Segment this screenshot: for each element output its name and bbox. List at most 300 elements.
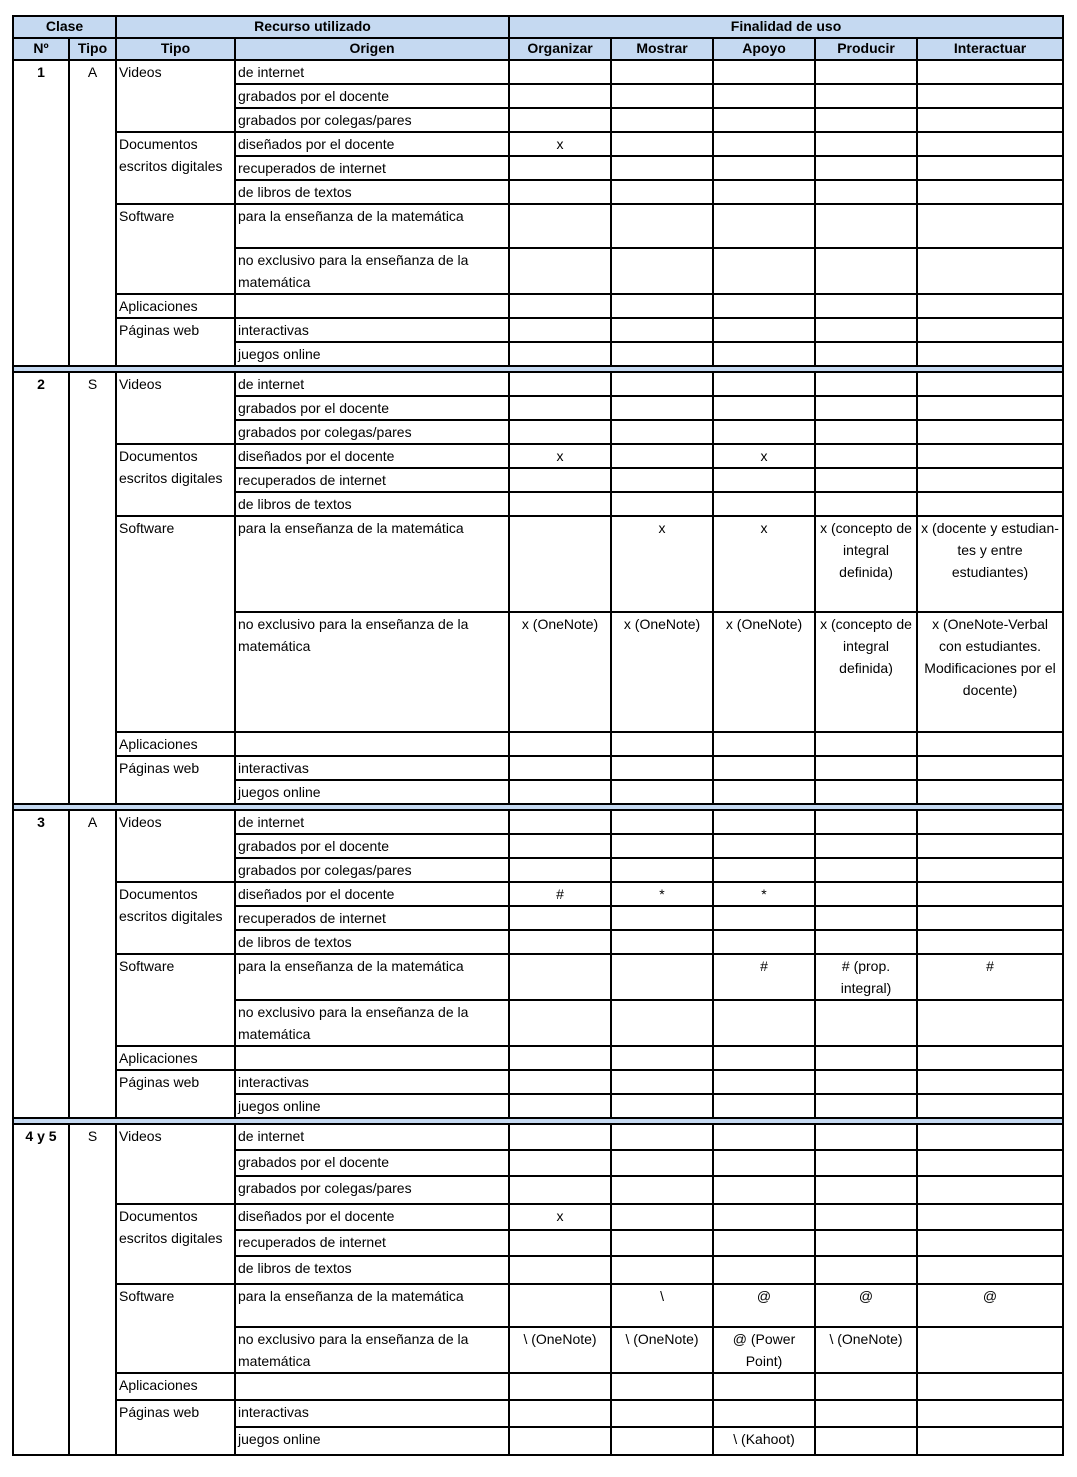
- mark-apoyo: [713, 1124, 815, 1150]
- mark-organizar: [509, 1046, 611, 1070]
- mark-apoyo: x: [713, 516, 815, 612]
- mark-apoyo: [713, 1230, 815, 1256]
- mark-mostrar: [611, 468, 713, 492]
- mark-interactuar: [917, 156, 1063, 180]
- mark-organizar: [509, 492, 611, 516]
- mark-organizar: [509, 858, 611, 882]
- mark-producir: [815, 732, 917, 756]
- mark-producir: [815, 342, 917, 366]
- mark-mostrar: [611, 342, 713, 366]
- mark-interactuar: [917, 1204, 1063, 1230]
- resource-origin: interactivas: [235, 318, 509, 342]
- table-row: [13, 756, 1063, 780]
- mark-producir: # (prop. integral): [815, 954, 917, 1000]
- resource-origin: de internet: [235, 810, 509, 834]
- col-apoyo: Apoyo: [713, 38, 815, 60]
- mark-interactuar: [917, 108, 1063, 132]
- mark-interactuar: [917, 1400, 1063, 1427]
- class-number: 4 y 5: [13, 1124, 69, 1455]
- mark-interactuar: [917, 342, 1063, 366]
- mark-interactuar: [917, 372, 1063, 396]
- mark-mostrar: [611, 1176, 713, 1204]
- table-row: [13, 204, 1063, 248]
- col-producir: Producir: [815, 38, 917, 60]
- resource-type: Aplicaciones: [116, 294, 235, 318]
- mark-producir: [815, 108, 917, 132]
- mark-producir: [815, 1373, 917, 1400]
- col-tipo-clase: Tipo: [69, 38, 116, 60]
- mark-mostrar: [611, 810, 713, 834]
- mark-mostrar: [611, 1070, 713, 1094]
- resource-origin: de libros de textos: [235, 930, 509, 954]
- mark-organizar: [509, 1373, 611, 1400]
- mark-producir: [815, 156, 917, 180]
- mark-producir: [815, 1150, 917, 1176]
- mark-mostrar: [611, 930, 713, 954]
- mark-interactuar: [917, 906, 1063, 930]
- mark-organizar: [509, 1124, 611, 1150]
- table-row: [13, 1124, 1063, 1150]
- mark-producir: [815, 84, 917, 108]
- mark-apoyo: [713, 1046, 815, 1070]
- mark-organizar: [509, 1150, 611, 1176]
- resource-origin: diseñados por el docente: [235, 882, 509, 906]
- mark-producir: [815, 810, 917, 834]
- mark-producir: [815, 882, 917, 906]
- mark-producir: [815, 1427, 917, 1455]
- mark-apoyo: [713, 1256, 815, 1284]
- mark-interactuar: [917, 1256, 1063, 1284]
- resource-origin: de internet: [235, 1124, 509, 1150]
- mark-mostrar: [611, 1230, 713, 1256]
- resource-type: Videos: [116, 372, 235, 444]
- header-clase: Clase: [13, 16, 116, 38]
- mark-apoyo: @: [713, 1284, 815, 1327]
- mark-apoyo: x: [713, 444, 815, 468]
- mark-mostrar: [611, 780, 713, 804]
- mark-apoyo: [713, 1400, 815, 1427]
- resource-type: Documentos escritos digitales: [116, 132, 235, 204]
- mark-interactuar: [917, 248, 1063, 294]
- mark-interactuar: [917, 84, 1063, 108]
- resource-origin: no exclusivo para la enseñanza de la matemática: [235, 1000, 509, 1046]
- mark-organizar: x (OneNote): [509, 612, 611, 732]
- resource-type: Videos: [116, 1124, 235, 1204]
- mark-organizar: [509, 318, 611, 342]
- mark-producir: [815, 1230, 917, 1256]
- mark-apoyo: [713, 108, 815, 132]
- mark-mostrar: [611, 318, 713, 342]
- mark-interactuar: [917, 1124, 1063, 1150]
- col-tipo-recurso: Tipo: [116, 38, 235, 60]
- mark-producir: [815, 1176, 917, 1204]
- resource-type: Videos: [116, 60, 235, 132]
- mark-producir: \ (OneNote): [815, 1327, 917, 1373]
- mark-organizar: \ (OneNote): [509, 1327, 611, 1373]
- class-number: 3: [13, 810, 69, 1118]
- mark-interactuar: [917, 930, 1063, 954]
- mark-organizar: #: [509, 882, 611, 906]
- mark-producir: [815, 294, 917, 318]
- mark-interactuar: [917, 1070, 1063, 1094]
- resources-table-container: [12, 15, 1062, 1456]
- resource-origin: [235, 1046, 509, 1070]
- mark-apoyo: #: [713, 954, 815, 1000]
- resource-type: Software: [116, 516, 235, 732]
- resource-origin: para la enseñanza de la matemática: [235, 954, 509, 1000]
- resource-type: Páginas web: [116, 1070, 235, 1118]
- mark-interactuar: [917, 180, 1063, 204]
- mark-interactuar: [917, 1150, 1063, 1176]
- mark-producir: @: [815, 1284, 917, 1327]
- table-row: [13, 516, 1063, 612]
- mark-apoyo: [713, 180, 815, 204]
- resource-origin: grabados por el docente: [235, 834, 509, 858]
- mark-apoyo: [713, 834, 815, 858]
- mark-producir: [815, 1124, 917, 1150]
- mark-mostrar: x: [611, 516, 713, 612]
- mark-organizar: [509, 108, 611, 132]
- table-row: [13, 954, 1063, 1000]
- mark-producir: [815, 1204, 917, 1230]
- mark-producir: [815, 930, 917, 954]
- resource-type: Documentos escritos digitales: [116, 1204, 235, 1284]
- resource-origin: para la enseñanza de la matemática: [235, 1284, 509, 1327]
- mark-mostrar: [611, 858, 713, 882]
- table-row: [13, 882, 1063, 906]
- col-origen: Origen: [235, 38, 509, 60]
- mark-interactuar: @: [917, 1284, 1063, 1327]
- mark-mostrar: \: [611, 1284, 713, 1327]
- mark-apoyo: [713, 132, 815, 156]
- mark-interactuar: [917, 810, 1063, 834]
- group-header-row: [13, 16, 1063, 38]
- mark-organizar: [509, 756, 611, 780]
- mark-apoyo: [713, 60, 815, 84]
- resource-origin: no exclusivo para la enseñanza de la matemática: [235, 248, 509, 294]
- resource-origin: de libros de textos: [235, 1256, 509, 1284]
- resource-origin: [235, 1373, 509, 1400]
- resource-origin: interactivas: [235, 1400, 509, 1427]
- resource-type: Aplicaciones: [116, 732, 235, 756]
- mark-apoyo: [713, 372, 815, 396]
- mark-interactuar: [917, 732, 1063, 756]
- mark-mostrar: [611, 396, 713, 420]
- mark-apoyo: [713, 294, 815, 318]
- mark-interactuar: [917, 1000, 1063, 1046]
- mark-interactuar: [917, 1427, 1063, 1455]
- resource-origin: interactivas: [235, 756, 509, 780]
- mark-mostrar: [611, 372, 713, 396]
- mark-organizar: [509, 420, 611, 444]
- class-type: S: [69, 1124, 116, 1455]
- mark-mostrar: [611, 1400, 713, 1427]
- mark-mostrar: [611, 1046, 713, 1070]
- mark-apoyo: [713, 468, 815, 492]
- resource-origin: grabados por el docente: [235, 396, 509, 420]
- mark-organizar: [509, 156, 611, 180]
- mark-interactuar: [917, 1046, 1063, 1070]
- mark-organizar: [509, 1070, 611, 1094]
- mark-mostrar: [611, 1094, 713, 1118]
- mark-interactuar: [917, 132, 1063, 156]
- mark-producir: [815, 444, 917, 468]
- mark-organizar: [509, 810, 611, 834]
- resource-origin: diseñados por el docente: [235, 132, 509, 156]
- mark-producir: x (concepto de integral definida): [815, 612, 917, 732]
- resources-table: [12, 15, 1064, 1456]
- mark-producir: [815, 420, 917, 444]
- table-row: [13, 810, 1063, 834]
- resource-origin: de libros de textos: [235, 492, 509, 516]
- mark-mostrar: [611, 180, 713, 204]
- mark-interactuar: [917, 60, 1063, 84]
- resource-origin: no exclusivo para la enseñanza de la matemática: [235, 612, 509, 732]
- mark-organizar: [509, 1000, 611, 1046]
- mark-mostrar: [611, 1373, 713, 1400]
- class-number: 2: [13, 372, 69, 804]
- mark-mostrar: [611, 954, 713, 1000]
- mark-interactuar: [917, 858, 1063, 882]
- table-row: [13, 1284, 1063, 1327]
- mark-interactuar: [917, 1094, 1063, 1118]
- resource-origin: diseñados por el docente: [235, 1204, 509, 1230]
- mark-producir: [815, 1256, 917, 1284]
- table-row: [13, 1046, 1063, 1070]
- mark-interactuar: [917, 468, 1063, 492]
- mark-organizar: [509, 372, 611, 396]
- resource-type: Aplicaciones: [116, 1046, 235, 1070]
- resource-type: Software: [116, 954, 235, 1046]
- mark-mostrar: [611, 60, 713, 84]
- resource-origin: diseñados por el docente: [235, 444, 509, 468]
- resource-origin: recuperados de internet: [235, 906, 509, 930]
- mark-interactuar: [917, 780, 1063, 804]
- resource-type: Videos: [116, 810, 235, 882]
- mark-producir: [815, 318, 917, 342]
- mark-producir: [815, 204, 917, 248]
- table-row: [13, 60, 1063, 84]
- mark-producir: [815, 132, 917, 156]
- resource-origin: recuperados de internet: [235, 156, 509, 180]
- mark-organizar: [509, 1094, 611, 1118]
- resource-type: Aplicaciones: [116, 1373, 235, 1400]
- mark-interactuar: [917, 294, 1063, 318]
- mark-organizar: [509, 732, 611, 756]
- mark-organizar: [509, 84, 611, 108]
- mark-apoyo: [713, 1094, 815, 1118]
- resource-origin: recuperados de internet: [235, 468, 509, 492]
- mark-organizar: [509, 1400, 611, 1427]
- resource-origin: de internet: [235, 60, 509, 84]
- resource-origin: grabados por colegas/pares: [235, 858, 509, 882]
- mark-organizar: [509, 60, 611, 84]
- mark-producir: [815, 1094, 917, 1118]
- mark-organizar: [509, 780, 611, 804]
- mark-interactuar: [917, 1230, 1063, 1256]
- mark-organizar: [509, 1256, 611, 1284]
- mark-interactuar: x (OneNote-Verbal con estudiantes. Modificaciones por el docente): [917, 612, 1063, 732]
- mark-interactuar: #: [917, 954, 1063, 1000]
- mark-producir: [815, 834, 917, 858]
- mark-organizar: [509, 1427, 611, 1455]
- mark-producir: [815, 1046, 917, 1070]
- resource-origin: para la enseñanza de la matemática: [235, 516, 509, 612]
- resource-origin: juegos online: [235, 1094, 509, 1118]
- mark-apoyo: [713, 318, 815, 342]
- resource-origin: no exclusivo para la enseñanza de la matemática: [235, 1327, 509, 1373]
- mark-mostrar: [611, 906, 713, 930]
- mark-organizar: [509, 1230, 611, 1256]
- mark-apoyo: [713, 1204, 815, 1230]
- mark-mostrar: [611, 204, 713, 248]
- mark-interactuar: [917, 204, 1063, 248]
- resource-origin: interactivas: [235, 1070, 509, 1094]
- mark-interactuar: [917, 396, 1063, 420]
- resource-origin: para la enseñanza de la matemática: [235, 204, 509, 248]
- table-row: [13, 1400, 1063, 1427]
- resource-origin: grabados por el docente: [235, 84, 509, 108]
- resource-origin: grabados por el docente: [235, 1150, 509, 1176]
- mark-mostrar: [611, 294, 713, 318]
- mark-apoyo: [713, 1373, 815, 1400]
- mark-producir: x (concepto de integral definida): [815, 516, 917, 612]
- mark-apoyo: *: [713, 882, 815, 906]
- mark-interactuar: x (docente y estudian- tes y entre estudiantes): [917, 516, 1063, 612]
- mark-interactuar: [917, 1373, 1063, 1400]
- mark-apoyo: [713, 204, 815, 248]
- mark-interactuar: [917, 318, 1063, 342]
- mark-producir: [815, 180, 917, 204]
- mark-apoyo: [713, 1176, 815, 1204]
- table-row: [13, 372, 1063, 396]
- mark-organizar: [509, 248, 611, 294]
- mark-mostrar: [611, 1256, 713, 1284]
- table-row: [13, 732, 1063, 756]
- mark-apoyo: @ (Power Point): [713, 1327, 815, 1373]
- mark-mostrar: [611, 444, 713, 468]
- class-type: A: [69, 60, 116, 366]
- mark-mostrar: [611, 1427, 713, 1455]
- mark-mostrar: [611, 132, 713, 156]
- resource-type: Páginas web: [116, 1400, 235, 1455]
- mark-mostrar: x (OneNote): [611, 612, 713, 732]
- mark-apoyo: [713, 780, 815, 804]
- resource-origin: juegos online: [235, 1427, 509, 1455]
- mark-mostrar: [611, 1124, 713, 1150]
- mark-interactuar: [917, 756, 1063, 780]
- mark-organizar: [509, 516, 611, 612]
- mark-mostrar: [611, 1150, 713, 1176]
- table-row: [13, 294, 1063, 318]
- mark-mostrar: [611, 1000, 713, 1046]
- mark-mostrar: [611, 108, 713, 132]
- class-type: A: [69, 810, 116, 1118]
- table-body: [13, 60, 1063, 1455]
- resource-type: Documentos escritos digitales: [116, 882, 235, 954]
- mark-apoyo: [713, 810, 815, 834]
- mark-producir: [815, 492, 917, 516]
- mark-interactuar: [917, 1327, 1063, 1373]
- mark-apoyo: \ (Kahoot): [713, 1427, 815, 1455]
- mark-producir: [815, 468, 917, 492]
- resource-origin: [235, 294, 509, 318]
- mark-interactuar: [917, 882, 1063, 906]
- table-row: [13, 1070, 1063, 1094]
- mark-mostrar: [611, 492, 713, 516]
- mark-producir: [815, 248, 917, 294]
- mark-apoyo: [713, 930, 815, 954]
- mark-apoyo: [713, 906, 815, 930]
- table-row: [13, 444, 1063, 468]
- table-row: [13, 1373, 1063, 1400]
- mark-apoyo: x (OneNote): [713, 612, 815, 732]
- mark-interactuar: [917, 492, 1063, 516]
- class-number: 1: [13, 60, 69, 366]
- mark-mostrar: [611, 156, 713, 180]
- mark-organizar: [509, 1176, 611, 1204]
- resource-origin: grabados por colegas/pares: [235, 108, 509, 132]
- resource-origin: recuperados de internet: [235, 1230, 509, 1256]
- table-row: [13, 132, 1063, 156]
- mark-apoyo: [713, 156, 815, 180]
- resource-origin: grabados por colegas/pares: [235, 1176, 509, 1204]
- mark-producir: [815, 1070, 917, 1094]
- mark-mostrar: [611, 420, 713, 444]
- mark-producir: [815, 396, 917, 420]
- resource-type: Páginas web: [116, 318, 235, 366]
- mark-interactuar: [917, 420, 1063, 444]
- mark-organizar: x: [509, 1204, 611, 1230]
- mark-organizar: [509, 930, 611, 954]
- header-finalidad: Finalidad de uso: [509, 16, 1063, 38]
- col-num: Nº: [13, 38, 69, 60]
- mark-organizar: [509, 204, 611, 248]
- mark-organizar: [509, 834, 611, 858]
- mark-organizar: x: [509, 444, 611, 468]
- mark-interactuar: [917, 1176, 1063, 1204]
- resource-origin: de internet: [235, 372, 509, 396]
- mark-organizar: x: [509, 132, 611, 156]
- mark-organizar: [509, 342, 611, 366]
- mark-producir: [815, 372, 917, 396]
- resource-type: Software: [116, 1284, 235, 1373]
- mark-mostrar: [611, 84, 713, 108]
- mark-organizar: [509, 294, 611, 318]
- mark-apoyo: [713, 492, 815, 516]
- col-interactuar: Interactuar: [917, 38, 1063, 60]
- mark-apoyo: [713, 1150, 815, 1176]
- column-header-row: [13, 38, 1063, 60]
- mark-producir: [815, 858, 917, 882]
- mark-apoyo: [713, 858, 815, 882]
- mark-producir: [815, 60, 917, 84]
- mark-apoyo: [713, 732, 815, 756]
- mark-mostrar: [611, 834, 713, 858]
- resource-origin: grabados por colegas/pares: [235, 420, 509, 444]
- mark-apoyo: [713, 1070, 815, 1094]
- mark-organizar: [509, 180, 611, 204]
- mark-producir: [815, 756, 917, 780]
- mark-organizar: [509, 954, 611, 1000]
- mark-interactuar: [917, 834, 1063, 858]
- mark-organizar: [509, 1284, 611, 1327]
- col-organizar: Organizar: [509, 38, 611, 60]
- mark-apoyo: [713, 248, 815, 294]
- mark-organizar: [509, 468, 611, 492]
- table-row: [13, 1204, 1063, 1230]
- mark-producir: [815, 780, 917, 804]
